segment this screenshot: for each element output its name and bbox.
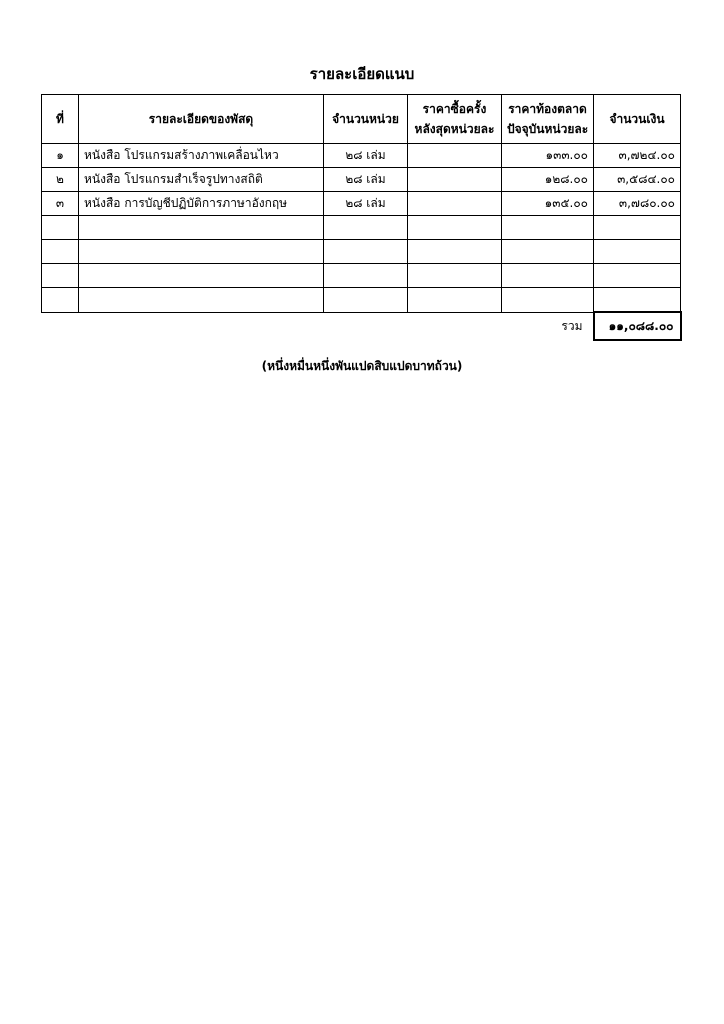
row-number [42,216,79,240]
total-row [42,312,681,340]
row-amount: ๓,๕๘๔.๐๐ [594,168,681,192]
row-amount [594,240,681,264]
row-amount [594,264,681,288]
header-last-price-line1: ราคาซื้อครั้ง [422,102,487,116]
document-title: รายละเอียดแนบ [309,65,415,83]
row-number: ๑ [42,144,79,168]
amount-in-words: (หนึ่งหมื่นหนึ่งพันแปดสิบแปดบาทถ้วน) [261,359,463,373]
row-last-price [408,264,502,288]
total-label: รวม [42,312,594,340]
row-market-price: ๑๒๘.๐๐ [502,168,594,192]
items-table [41,94,682,341]
header-last-price [408,95,502,144]
row-market-price: ๑๓๕.๐๐ [502,192,594,216]
table-row [42,288,681,313]
table-row [42,264,681,288]
table-row [42,144,681,168]
header-no: ที่ [42,95,79,144]
row-market-price [502,240,594,264]
row-market-price [502,264,594,288]
row-last-price [408,168,502,192]
table-row [42,240,681,264]
row-description [79,240,324,264]
row-quantity [324,216,408,240]
total-value: ๑๑,๐๘๘.๐๐ [594,312,681,340]
row-description [79,288,324,313]
row-last-price [408,144,502,168]
header-last-price-line2: หลังสุดหน่วยละ [414,122,495,136]
table-row [42,192,681,216]
row-description: หนังสือ โปรแกรมสร้างภาพเคลื่อนไหว [79,144,324,168]
row-amount [594,288,681,313]
header-quantity: จำนวนหน่วย [324,95,408,144]
row-market-price: ๑๓๓.๐๐ [502,144,594,168]
row-last-price [408,240,502,264]
row-quantity [324,240,408,264]
row-market-price [502,216,594,240]
row-number [42,264,79,288]
row-description [79,216,324,240]
row-quantity [324,264,408,288]
row-last-price [408,288,502,313]
table-row [42,168,681,192]
row-amount: ๓,๗๘๐.๐๐ [594,192,681,216]
row-number [42,288,79,313]
row-quantity: ๒๘ เล่ม [324,192,408,216]
header-market-price [502,95,594,144]
table-header-row [42,95,681,144]
row-amount: ๓,๗๒๔.๐๐ [594,144,681,168]
row-number: ๒ [42,168,79,192]
row-last-price [408,192,502,216]
header-description: รายละเอียดของพัสดุ [79,95,324,144]
row-quantity: ๒๘ เล่ม [324,168,408,192]
header-market-price-line2: ปัจจุบันหน่วยละ [507,122,589,136]
row-amount [594,216,681,240]
header-amount: จำนวนเงิน [594,95,681,144]
row-number [42,240,79,264]
row-quantity [324,288,408,313]
row-description: หนังสือ การบัญชีปฏิบัติการภาษาอังกฤษ [79,192,324,216]
row-last-price [408,216,502,240]
table-row [42,216,681,240]
row-number: ๓ [42,192,79,216]
row-description: หนังสือ โปรแกรมสำเร็จรูปทางสถิติ [79,168,324,192]
row-market-price [502,288,594,313]
header-market-price-line1: ราคาท้องตลาด [508,102,587,116]
row-quantity: ๒๘ เล่ม [324,144,408,168]
row-description [79,264,324,288]
